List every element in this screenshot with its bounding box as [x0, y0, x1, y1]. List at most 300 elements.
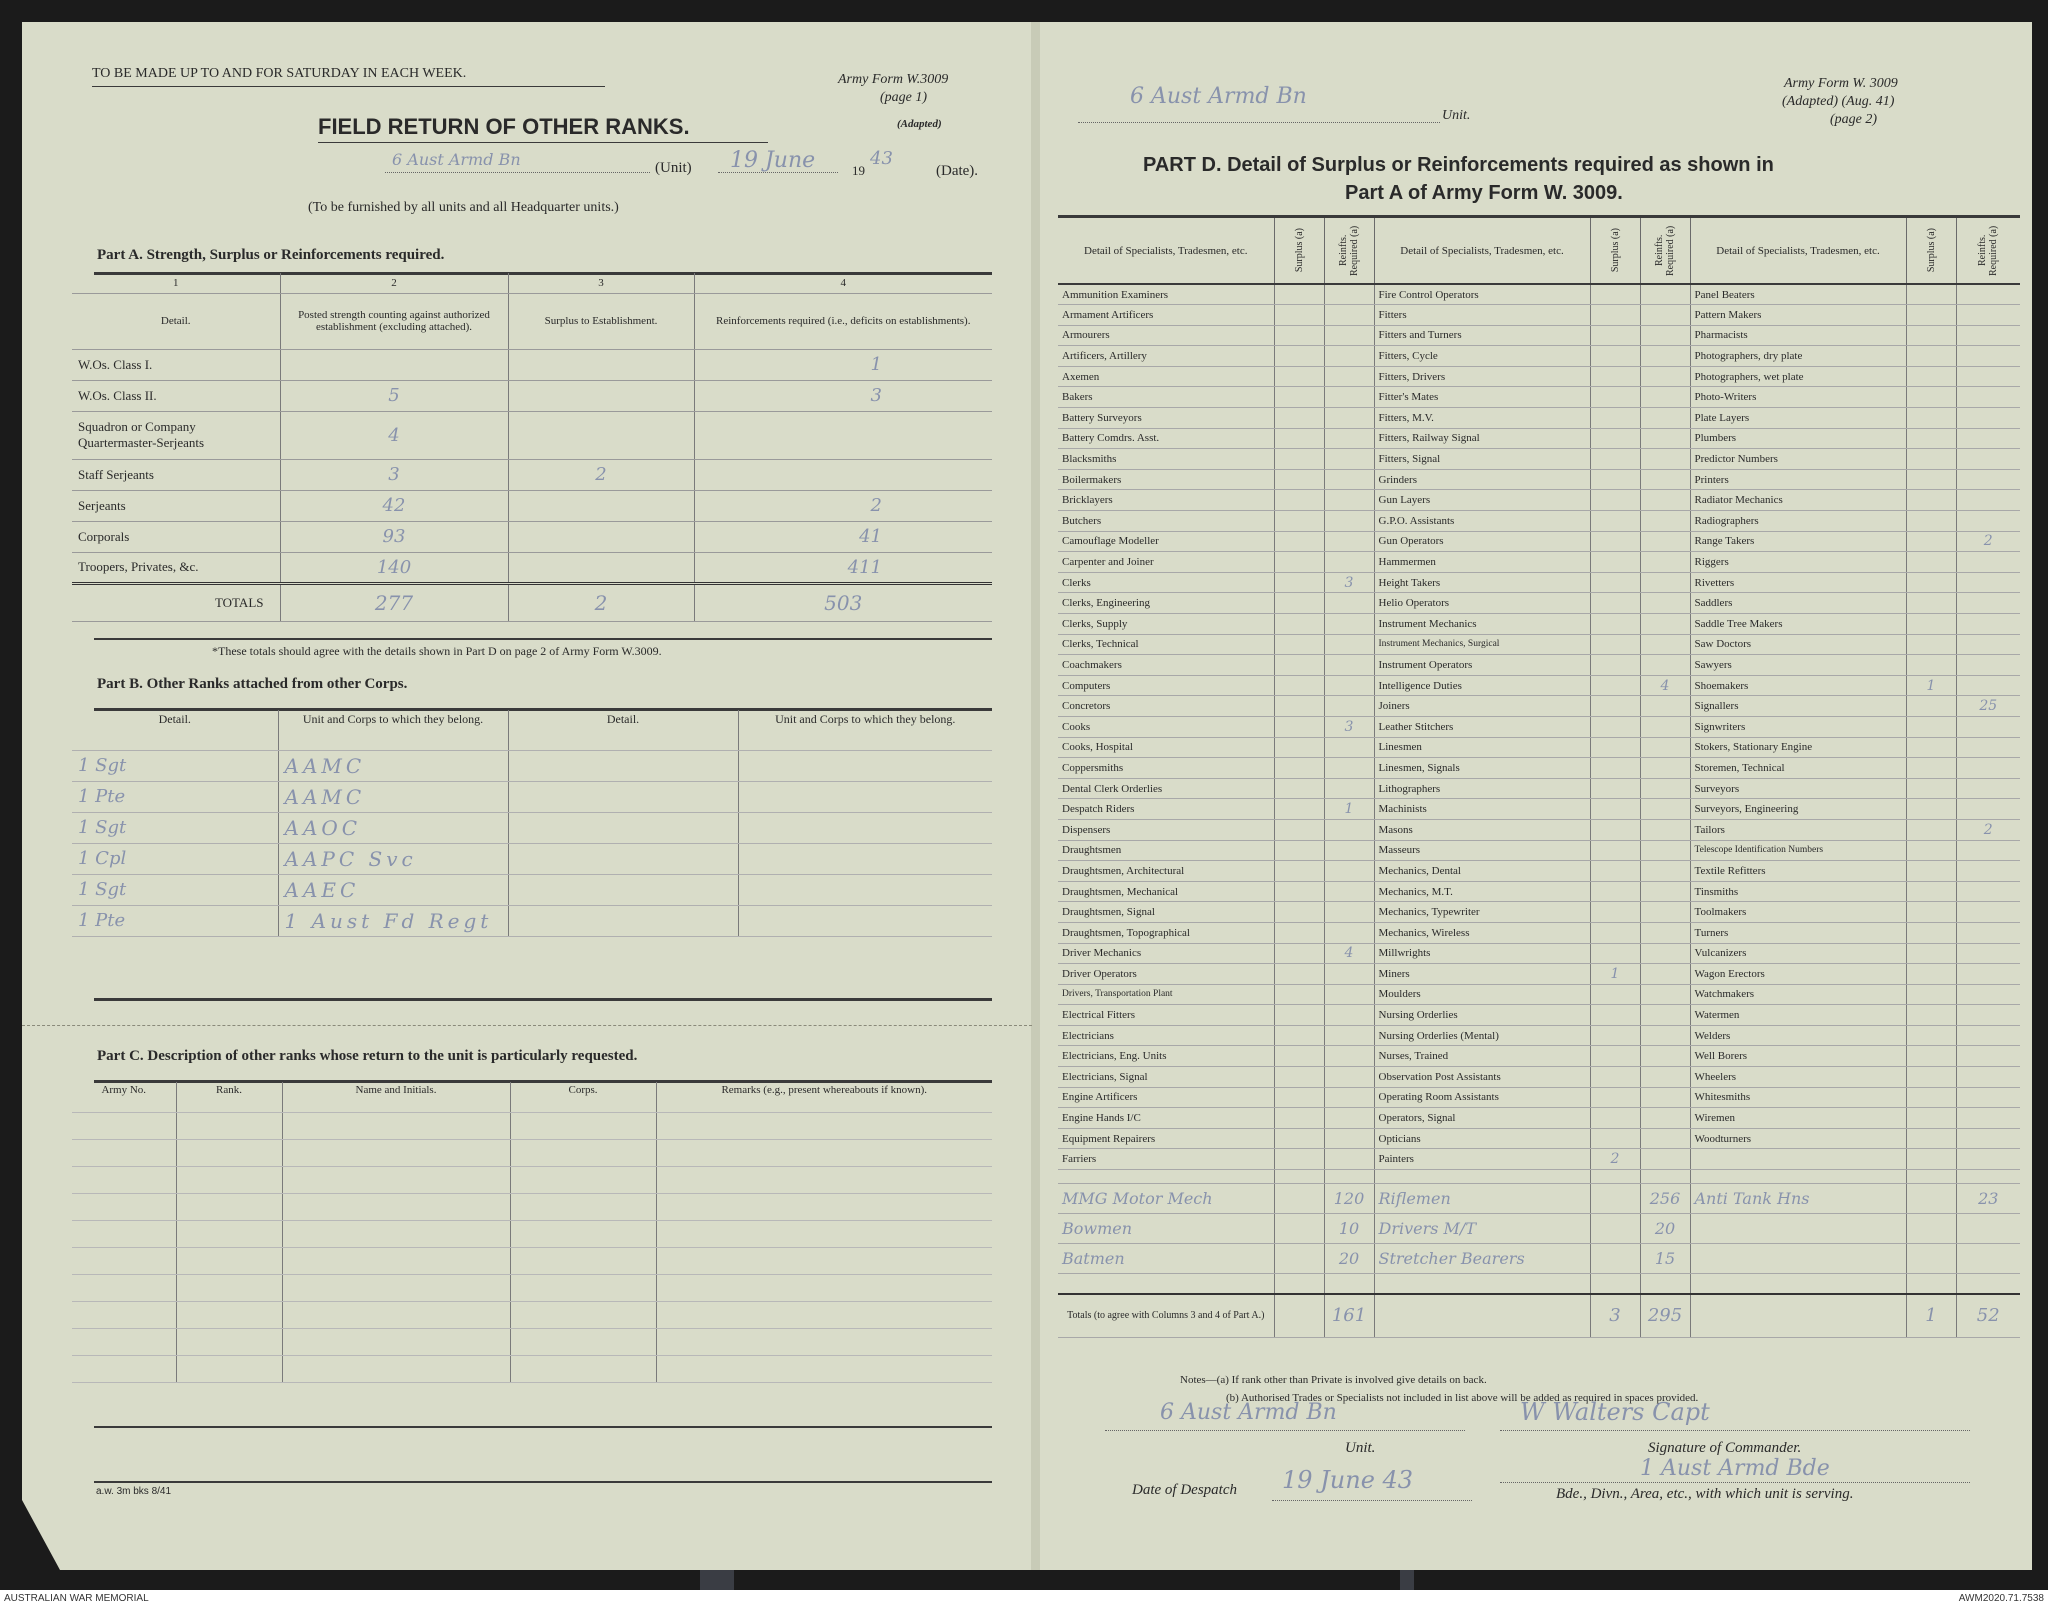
partD-row [1058, 716, 2020, 737]
partD-surplus [1590, 778, 1640, 799]
partD-reinf [1956, 325, 2020, 346]
partD-trade: Watchmakers [1690, 984, 1906, 1005]
partD-reinf [1956, 305, 2020, 326]
partD-surplus [1906, 449, 1956, 470]
partD-trade: Wheelers [1690, 1067, 1906, 1088]
partD-trade: Computers [1058, 675, 1274, 696]
top-instruction: TO BE MADE UP TO AND FOR SATURDAY IN EACH WEEK. [92, 66, 467, 81]
partC-cell [176, 1355, 282, 1382]
partD-reinf [1324, 325, 1374, 346]
partD-reinf [1324, 387, 1374, 408]
partD-reinf [1956, 922, 2020, 943]
partD-trade: Radiator Mechanics [1690, 490, 1906, 511]
partB-row [72, 781, 992, 812]
partD-surplus [1590, 675, 1640, 696]
partD-trade: Panel Beaters [1690, 284, 1906, 305]
partD-trade: Stokers, Stationary Engine [1690, 737, 1906, 758]
sig-commander-label: Signature of Commander. [1648, 1440, 1802, 1456]
partD-trade: Dental Clerk Orderlies [1058, 778, 1274, 799]
partA-detail: W.Os. Class II. [72, 380, 280, 411]
partD-hand-row [1058, 1184, 2020, 1214]
partD-reinf [1324, 531, 1374, 552]
partB-table: Detail. Unit and Corps to which they belong. Detail. Unit and Corps to which they belong. 1 Sgt AAMC 1 Pte AAMC 1 Sgt AAOC 1 Cpl AAPC Svc 1 Sgt AAEC 1 Pte 1 Aust Fd Regt [72, 710, 992, 937]
partD-surplus [1906, 737, 1956, 758]
partD-reinf [1640, 1108, 1690, 1129]
unit-label: (Unit) [655, 160, 692, 176]
partD-hand-trade: Batmen [1058, 1244, 1274, 1274]
partD-trade: Draughtsmen, Topographical [1058, 922, 1274, 943]
partD-hand-trade: Bowmen [1058, 1214, 1274, 1244]
partC-cell [510, 1139, 656, 1166]
partD-row [1058, 737, 2020, 758]
partD-trade: Bakers [1058, 387, 1274, 408]
partD-title-line2: Part A of Army Form W. 3009. [1345, 182, 1623, 204]
partC-cell [656, 1220, 992, 1247]
partC-cell [510, 1247, 656, 1274]
partD-surplus [1274, 675, 1324, 696]
partB-detail-2 [508, 905, 738, 936]
partD-reinf [1324, 1025, 1374, 1046]
partC-cell [510, 1193, 656, 1220]
partD-reinf [1324, 511, 1374, 532]
partD-trade: Fire Control Operators [1374, 284, 1590, 305]
partD-reinf [1956, 511, 2020, 532]
partD-reinf [1640, 964, 1690, 985]
partD-surplus [1906, 490, 1956, 511]
bde-label: Bde., Divn., Area, etc., with which unit is serving. [1556, 1486, 1854, 1502]
partB-detail-2 [508, 781, 738, 812]
partD-row [1058, 1046, 2020, 1067]
partB-unit: AAMC [278, 781, 508, 812]
partD-surplus [1590, 387, 1640, 408]
partD-surplus [1906, 655, 1956, 676]
partD-reinf [1640, 881, 1690, 902]
partD-reinf: 2 [1956, 819, 2020, 840]
partD-hand-reinf: 15 [1640, 1244, 1690, 1274]
partA-colnumbers: 1 2 3 4 [72, 273, 992, 293]
partD-reinf: 25 [1956, 696, 2020, 717]
partD-row [1058, 696, 2020, 717]
partD-surplus [1274, 490, 1324, 511]
partD-surplus [1906, 799, 1956, 820]
partD-trade: Battery Surveyors [1058, 408, 1274, 429]
partD-surplus [1274, 778, 1324, 799]
partC-row [72, 1112, 992, 1139]
partD-surplus [1274, 943, 1324, 964]
partD-reinf [1956, 902, 2020, 923]
partD-reinf [1324, 922, 1374, 943]
partD-surplus [1906, 861, 1956, 882]
partD-row [1058, 675, 2020, 696]
partD-surplus [1590, 758, 1640, 779]
partD-surplus [1590, 922, 1640, 943]
partD-title: PART D. Detail of Surplus or Reinforcements required as shown in [1143, 154, 1774, 176]
partD-reinf [1324, 819, 1374, 840]
partD-reinf [1324, 778, 1374, 799]
partB-unit: AAMC [278, 750, 508, 781]
partD-trade: Instrument Mechanics [1374, 614, 1590, 635]
partD-surplus [1906, 511, 1956, 532]
partB-detail: 1 Sgt [72, 812, 278, 843]
year-value: 43 [870, 148, 893, 169]
partD-reinf [1324, 428, 1374, 449]
partD-reinf [1640, 737, 1690, 758]
partB-unit-2 [738, 905, 992, 936]
partA-row [72, 490, 992, 521]
partC-cell [510, 1301, 656, 1328]
partD-reinf [1956, 593, 2020, 614]
partD-surplus [1274, 840, 1324, 861]
partD-trade: Photo-Writers [1690, 387, 1906, 408]
partD-surplus [1274, 984, 1324, 1005]
partB-row [72, 905, 992, 936]
form-adapted: (Adapted) [897, 118, 942, 130]
partD-trade: Operating Room Assistants [1374, 1087, 1590, 1108]
partA-reinf [694, 459, 992, 490]
partD-trade: Shoemakers [1690, 675, 1906, 696]
partA-row [72, 521, 992, 552]
partD-trade: Instrument Mechanics, Surgical [1374, 634, 1590, 655]
partC-cell [72, 1355, 176, 1382]
partD-trade: Linesmen, Signals [1374, 758, 1590, 779]
partD-trade: Surveyors [1690, 778, 1906, 799]
partD-surplus [1906, 346, 1956, 367]
partD-reinf [1956, 346, 2020, 367]
partD-reinf [1640, 552, 1690, 573]
partB-row [72, 812, 992, 843]
partD-trade: Concretors [1058, 696, 1274, 717]
partD-reinf [1324, 634, 1374, 655]
partD-trade: Draughtsmen, Mechanical [1058, 881, 1274, 902]
partD-hand-reinf: 256 [1640, 1184, 1690, 1214]
partD-trade: Draughtsmen [1058, 840, 1274, 861]
partC-cell [656, 1139, 992, 1166]
partD-trade: Despatch Riders [1058, 799, 1274, 820]
partD-trade: Masons [1374, 819, 1590, 840]
partD-trade: Millwrights [1374, 943, 1590, 964]
partD-reinf [1956, 1046, 2020, 1067]
partC-cell [282, 1328, 510, 1355]
partD-reinf [1324, 655, 1374, 676]
partD-trade: Textile Refitters [1690, 861, 1906, 882]
partD-trade: Observation Post Assistants [1374, 1067, 1590, 1088]
partD-surplus [1590, 737, 1640, 758]
partD-row [1058, 511, 2020, 532]
partD-reinf [1640, 366, 1690, 387]
partD-trade: Turners [1690, 922, 1906, 943]
unit-value: 6 Aust Armd Bn [392, 150, 521, 169]
partD-surplus [1906, 902, 1956, 923]
partA-reinf: 1 [694, 349, 992, 380]
partD-reinf [1324, 902, 1374, 923]
partD-surplus [1590, 799, 1640, 820]
partD-surplus [1590, 366, 1640, 387]
partD-reinf [1640, 572, 1690, 593]
partD-surplus [1906, 1025, 1956, 1046]
partC-heading: Part C. Description of other ranks whose return to the unit is particularly requested. [97, 1048, 638, 1064]
partD-surplus [1590, 325, 1640, 346]
partC-cell [510, 1220, 656, 1247]
partD-reinf [1956, 881, 2020, 902]
partB-unit-2 [738, 781, 992, 812]
date-value: 19 June [730, 148, 816, 173]
partD-surplus [1590, 552, 1640, 573]
partC-cell [656, 1301, 992, 1328]
partD-reinf [1956, 840, 2020, 861]
partD-trade: Boilermakers [1058, 469, 1274, 490]
partD-surplus [1274, 593, 1324, 614]
partD-reinf [1956, 799, 2020, 820]
partD-hand-trade: Anti Tank Hns [1690, 1184, 1906, 1214]
partD-surplus [1590, 881, 1640, 902]
partD-trade: Instrument Operators [1374, 655, 1590, 676]
partD-row [1058, 902, 2020, 923]
partC-cell [72, 1328, 176, 1355]
partD-row [1058, 758, 2020, 779]
partD-row [1058, 881, 2020, 902]
partD-trade: Cooks, Hospital [1058, 737, 1274, 758]
partD-trade: Fitters and Turners [1374, 325, 1590, 346]
partB-detail: 1 Sgt [72, 750, 278, 781]
partD-trade: Fitters, Railway Signal [1374, 428, 1590, 449]
partD-surplus [1906, 284, 1956, 305]
partC-cell [176, 1247, 282, 1274]
page-title: FIELD RETURN OF OTHER RANKS. [318, 114, 690, 139]
partD-trade: Nurses, Trained [1374, 1046, 1590, 1067]
footer-left: AUSTRALIAN WAR MEMORIAL [4, 1593, 149, 1604]
partD-trade: Photographers, wet plate [1690, 366, 1906, 387]
right-unit-label: Unit. [1442, 108, 1471, 123]
partC-row [72, 1220, 992, 1247]
partD-trade: Vulcanizers [1690, 943, 1906, 964]
partC-row [72, 1328, 992, 1355]
partC-cell [656, 1328, 992, 1355]
partD-reinf [1640, 819, 1690, 840]
partC-cell [72, 1274, 176, 1301]
partD-trade: Mechanics, M.T. [1374, 881, 1590, 902]
partC-cell [176, 1274, 282, 1301]
partD-reinf [1640, 1005, 1690, 1026]
partD-trade: Miners [1374, 964, 1590, 985]
partD-trade: Draughtsmen, Architectural [1058, 861, 1274, 882]
partD-reinf [1640, 387, 1690, 408]
partD-hand-reinf: 10 [1324, 1214, 1374, 1244]
partD-trade: Linesmen [1374, 737, 1590, 758]
date-label: (Date). [936, 163, 979, 179]
partD-reinf [1640, 1067, 1690, 1088]
partD-row [1058, 305, 2020, 326]
partD-row [1058, 284, 2020, 305]
partD-trade: Fitters, Signal [1374, 449, 1590, 470]
partD-reinf [1640, 614, 1690, 635]
partD-reinf [1324, 614, 1374, 635]
partD-trade: Carpenter and Joiner [1058, 552, 1274, 573]
partD-reinf [1640, 716, 1690, 737]
partD-trade: Electricians, Eng. Units [1058, 1046, 1274, 1067]
partD-surplus [1274, 1128, 1324, 1149]
partD-trade: Electricians, Signal [1058, 1067, 1274, 1088]
partD-reinf [1324, 1005, 1374, 1026]
partD-hand-trade: Stretcher Bearers [1374, 1244, 1590, 1274]
partD-reinf [1956, 1149, 2020, 1170]
partC-cell [656, 1193, 992, 1220]
partD-reinf [1956, 284, 2020, 305]
partD-trade: Nursing Orderlies (Mental) [1374, 1025, 1590, 1046]
partD-row [1058, 346, 2020, 367]
partD-surplus [1906, 984, 1956, 1005]
partD-hand-trade [1690, 1214, 1906, 1244]
partD-row [1058, 922, 2020, 943]
partD-reinf [1640, 346, 1690, 367]
partB-unit: AAEC [278, 874, 508, 905]
partD-row [1058, 325, 2020, 346]
partD-trade: Grinders [1374, 469, 1590, 490]
partA-posted [280, 349, 508, 380]
partD-trade: Axemen [1058, 366, 1274, 387]
partD-trade: Electricians [1058, 1025, 1274, 1046]
archive-footer [0, 1590, 2048, 1608]
partD-surplus [1274, 634, 1324, 655]
partD-hand-reinf: 23 [1956, 1184, 2020, 1214]
year-prefix: 19 [852, 163, 865, 178]
partD-reinf [1324, 984, 1374, 1005]
partD-trade: Watermen [1690, 1005, 1906, 1026]
partD-reinf [1324, 1149, 1374, 1170]
partD-surplus [1590, 593, 1640, 614]
partD-row [1058, 366, 2020, 387]
partD-trade: Fitters [1374, 305, 1590, 326]
partD-trade: Driver Mechanics [1058, 943, 1274, 964]
partD-surplus [1906, 881, 1956, 902]
partD-trade: Butchers [1058, 511, 1274, 532]
partD-reinf: 1 [1324, 799, 1374, 820]
partA-row [72, 411, 992, 459]
partD-reinf [1640, 943, 1690, 964]
partD-reinf [1640, 655, 1690, 676]
partB-detail-2 [508, 874, 738, 905]
partD-surplus [1906, 1128, 1956, 1149]
partD-reinf [1956, 1128, 2020, 1149]
partD-reinf [1324, 758, 1374, 779]
partD-hand-trade: Riflemen [1374, 1184, 1590, 1214]
partD-reinf [1956, 984, 2020, 1005]
partD-surplus [1906, 1108, 1956, 1129]
partD-reinf [1956, 861, 2020, 882]
partD-trade: Plate Layers [1690, 408, 1906, 429]
partD-trade: Moulders [1374, 984, 1590, 1005]
partD-reinf [1956, 552, 2020, 573]
partD-reinf [1324, 449, 1374, 470]
partD-reinf [1640, 922, 1690, 943]
note-b: (b) Authorised Trades or Specialists not included in list above will be added as required in spaces provided. [1226, 1392, 1699, 1404]
page-subtitle: (To be furnished by all units and all Headquarter units.) [308, 200, 619, 215]
partD-row [1058, 408, 2020, 429]
partD-reinf [1324, 490, 1374, 511]
partD-surplus [1590, 984, 1640, 1005]
partD-surplus [1274, 861, 1324, 882]
partD-surplus [1274, 902, 1324, 923]
partD-surplus [1274, 408, 1324, 429]
partD-row [1058, 634, 2020, 655]
partD-reinf [1640, 511, 1690, 532]
partD-trade: Battery Comdrs. Asst. [1058, 428, 1274, 449]
partD-hand-reinf: 20 [1640, 1214, 1690, 1244]
partC-cell [282, 1139, 510, 1166]
partD-surplus [1274, 881, 1324, 902]
partD-reinf [1640, 449, 1690, 470]
partD-trade: Pharmacists [1690, 325, 1906, 346]
despatch-label: Date of Despatch [1132, 1482, 1237, 1498]
despatch-value: 19 June 43 [1282, 1466, 1414, 1494]
partD-reinf [1956, 366, 2020, 387]
partD-reinf: 2 [1956, 531, 2020, 552]
partD-reinf [1640, 531, 1690, 552]
partD-trade: Surveyors, Engineering [1690, 799, 1906, 820]
partD-surplus [1274, 1067, 1324, 1088]
partB-detail-2 [508, 843, 738, 874]
partD-reinf [1956, 737, 2020, 758]
partD-totals-row: Totals (to agree with Columns 3 and 4 of Part A.) 161 3 295 1 52 [1058, 1294, 2020, 1338]
partD-row [1058, 799, 2020, 820]
partD-reinf [1956, 408, 2020, 429]
partD-trade: Tailors [1690, 819, 1906, 840]
partD-row [1058, 861, 2020, 882]
partD-surplus [1590, 1046, 1640, 1067]
partC-row [72, 1139, 992, 1166]
partD-trade: Masseurs [1374, 840, 1590, 861]
partC-row [72, 1247, 992, 1274]
partD-trade: Riggers [1690, 552, 1906, 573]
partA-detail: Troopers, Privates, &c. [72, 552, 280, 583]
partD-reinf [1324, 593, 1374, 614]
partD-reinf [1324, 346, 1374, 367]
partD-trade: Intelligence Duties [1374, 675, 1590, 696]
partA-posted: 42 [280, 490, 508, 521]
sig-unit-label: Unit. [1345, 1440, 1376, 1456]
partD-row [1058, 655, 2020, 676]
partD-reinf [1956, 758, 2020, 779]
partD-reinf [1956, 1005, 2020, 1026]
partA-reinf: 2 [694, 490, 992, 521]
partD-reinf [1640, 634, 1690, 655]
partD-row [1058, 552, 2020, 573]
partD-trade: Painters [1374, 1149, 1590, 1170]
partC-cell [72, 1220, 176, 1247]
partC-cell [72, 1247, 176, 1274]
form-id: Army Form W.3009 [838, 72, 949, 87]
partD-surplus [1906, 758, 1956, 779]
partD-hand-trade: MMG Motor Mech [1058, 1184, 1274, 1214]
partD-hand-row [1058, 1214, 2020, 1244]
print-code: a.w. 3m bks 8/41 [96, 1486, 172, 1497]
partD-reinf [1324, 737, 1374, 758]
partC-cell [282, 1355, 510, 1382]
partB-detail: 1 Cpl [72, 843, 278, 874]
partD-surplus [1906, 716, 1956, 737]
right-form-page: (page 2) [1830, 112, 1878, 127]
partC-cell [72, 1112, 176, 1139]
partC-cell [282, 1112, 510, 1139]
partD-trade: Printers [1690, 469, 1906, 490]
partD-trade: Coachmakers [1058, 655, 1274, 676]
partD-surplus: 2 [1590, 1149, 1640, 1170]
partB-row [72, 874, 992, 905]
partD-reinf: 4 [1324, 943, 1374, 964]
partD-reinf [1956, 1087, 2020, 1108]
partC-cell [510, 1112, 656, 1139]
partD-surplus [1274, 799, 1324, 820]
partB-detail: 1 Pte [72, 781, 278, 812]
